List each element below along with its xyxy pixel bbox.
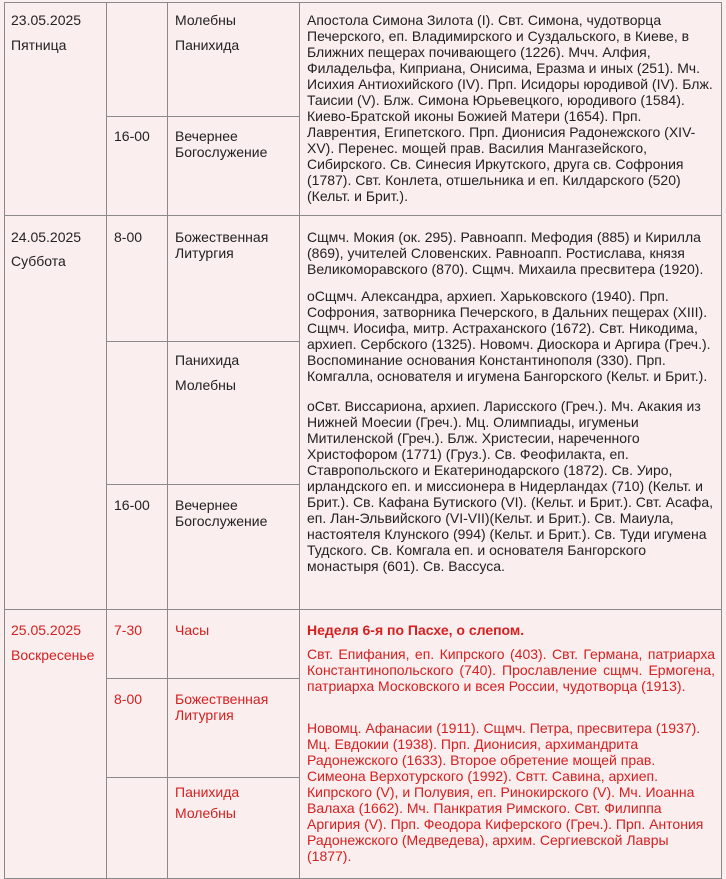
time-cell-2b (106, 341, 168, 485)
day-date: 25.05.2025 (11, 622, 82, 638)
day-date: 23.05.2025 (11, 12, 82, 28)
service-time: 16-00 (114, 497, 150, 513)
date-cell-2 (4, 215, 107, 610)
service-name: Панихида (175, 784, 240, 800)
service-name: Панихида (175, 37, 240, 53)
service-name: Молебны (175, 12, 236, 28)
service-name: Божественная Литургия (175, 691, 269, 723)
service-name: Вечернее Богослужение (175, 128, 268, 160)
day-date: 24.05.2025 (11, 229, 82, 245)
service-name: Вечернее Богослужение (175, 497, 268, 529)
day-weekday: Воскресенье (11, 647, 95, 663)
day-weekday: Пятница (11, 37, 67, 53)
service-time: 8-00 (114, 691, 143, 707)
service-time: 7-30 (114, 622, 143, 638)
date-cell-1 (4, 2, 107, 216)
service-time: 8-00 (114, 229, 143, 245)
commemoration-text: Сщмч. Мокия (ок. 295). Равноапп. Мефодия (885) и Кирилла (869), учителей Словенских. Равноапп. Ростислава, князя Великоморавского (870). Сщмч. Михаила пресвитера (1920). (307, 229, 704, 277)
commemoration-text: Свт. Епифания, еп. Кипрского (403). Свт. Германа, патриарха Константинопольского (740). Прославление сщмч. Ермогена, патриарха Московского и всея России, чудотворца (1913). (307, 646, 715, 694)
day-weekday: Суббота (11, 253, 66, 269)
service-time: 16-00 (114, 128, 150, 144)
service-name: Божественная Литургия (175, 229, 269, 261)
time-cell-3a (106, 609, 168, 679)
service-name: Молебны (175, 377, 236, 393)
time-cell-3c (106, 777, 168, 879)
commemoration-text: оСщмч. Александра, архиеп. Харьковского (1940). Прп. Софрония, затворника Печерского, в Дальних пещерах (XIII). Сщмч. Иосифа, митр. Астраханского (1672). Свт. Никодима, архиеп. Сербского (1325). Новомч. Диоскора и Аргира (Греч.). Воспоминание основания Константинополя (330). Прп. Комгалла, основателя и игумена Бангорского (Кельт. и Брит.). (307, 288, 711, 384)
service-name: Часы (175, 622, 210, 638)
service-cell-3a (167, 609, 300, 679)
service-name: Молебны (175, 805, 236, 821)
commemoration-text: оСвт. Виссариона, архиеп. Ларисского (Греч.). Мч. Акакия из Нижней Моесии (Греч.). Мц. Олимпиады, игуменьи Митиленской (Греч.). Блж. Христесии, нареченного Христофором (1771) (Груз.). Св. Феофилакта, еп. Ставропольского и Екатеринодарского (1872). Св. Уиро, ирландского еп. и миссионера в Нидерландах (710) (Кельт. и Брит.). Св. Кафана Бутиского (VI). (Кельт. и Брит.). Свт. Асафа, еп. Лан-Эльвийского (VI-VII)(Кельт. и Брит.). Св. Маиула, настоятеля Клунского (994) (Кельт. и Брит.). Св. Туди игумена Тудского. Св. Комгала еп. и основателя Бангорского монастыря (601). Св. Вассуса. (307, 398, 713, 574)
service-name: Панихида (175, 352, 240, 368)
sunday-heading: Неделя 6-я по Пасхе, о слепом. (307, 622, 525, 638)
time-cell-1a (106, 2, 168, 117)
commemoration-text: Апостола Симона Зилота (I). Свт. Симона, чудотворца Печерского, еп. Владимирского и Суздальского, в Киеве, в Ближних пещерах почивающего (1226). Мчч. Алфия, Филадельфа, Киприана, Онисима, Еразма и иных (251). Мч. Исихия Антиохийского (IV). Прп. Исидоры юродивой (IV). Блж. Таисии (V). Блж. Симона Юрьевецкого, юродивого (1584). Киево-Братской иконы Божией Матери (1654). Прп. Лаврентия, Египетского. Прп. Дионисия Радонежского (XIV-XV). Перенес. мощей прав. Василия Мангазейского, Сибирского. Св. Синесия Иркутского, друга св. Софрония (1787). Свт. Конлета, отшельника и еп. Килдарского (520) (Кельт. и Брит.). (307, 12, 713, 204)
commemoration-text: Новомц. Афанасии (1911). Сщмч. Петра, пресвитера (1937). Мц. Евдокии (1938). Прп. Дионисия, архимандрита Радонежского (1633). Второе обретение мощей прав. Симеона Верхотурского (1992). Свтт. Савина, архиеп. Кипрского (V), и Полувия, еп. Ринокирского (V). Мч. Иоанна Валаха (1662). Мч. Панкратия Римского. Свт. Филиппа Аргирия (V). Прп. Феодора Киферского (Греч.). Прп. Антония Радонежского (Медведева), архим. Сергиевской Лавры (1877). (307, 720, 704, 864)
